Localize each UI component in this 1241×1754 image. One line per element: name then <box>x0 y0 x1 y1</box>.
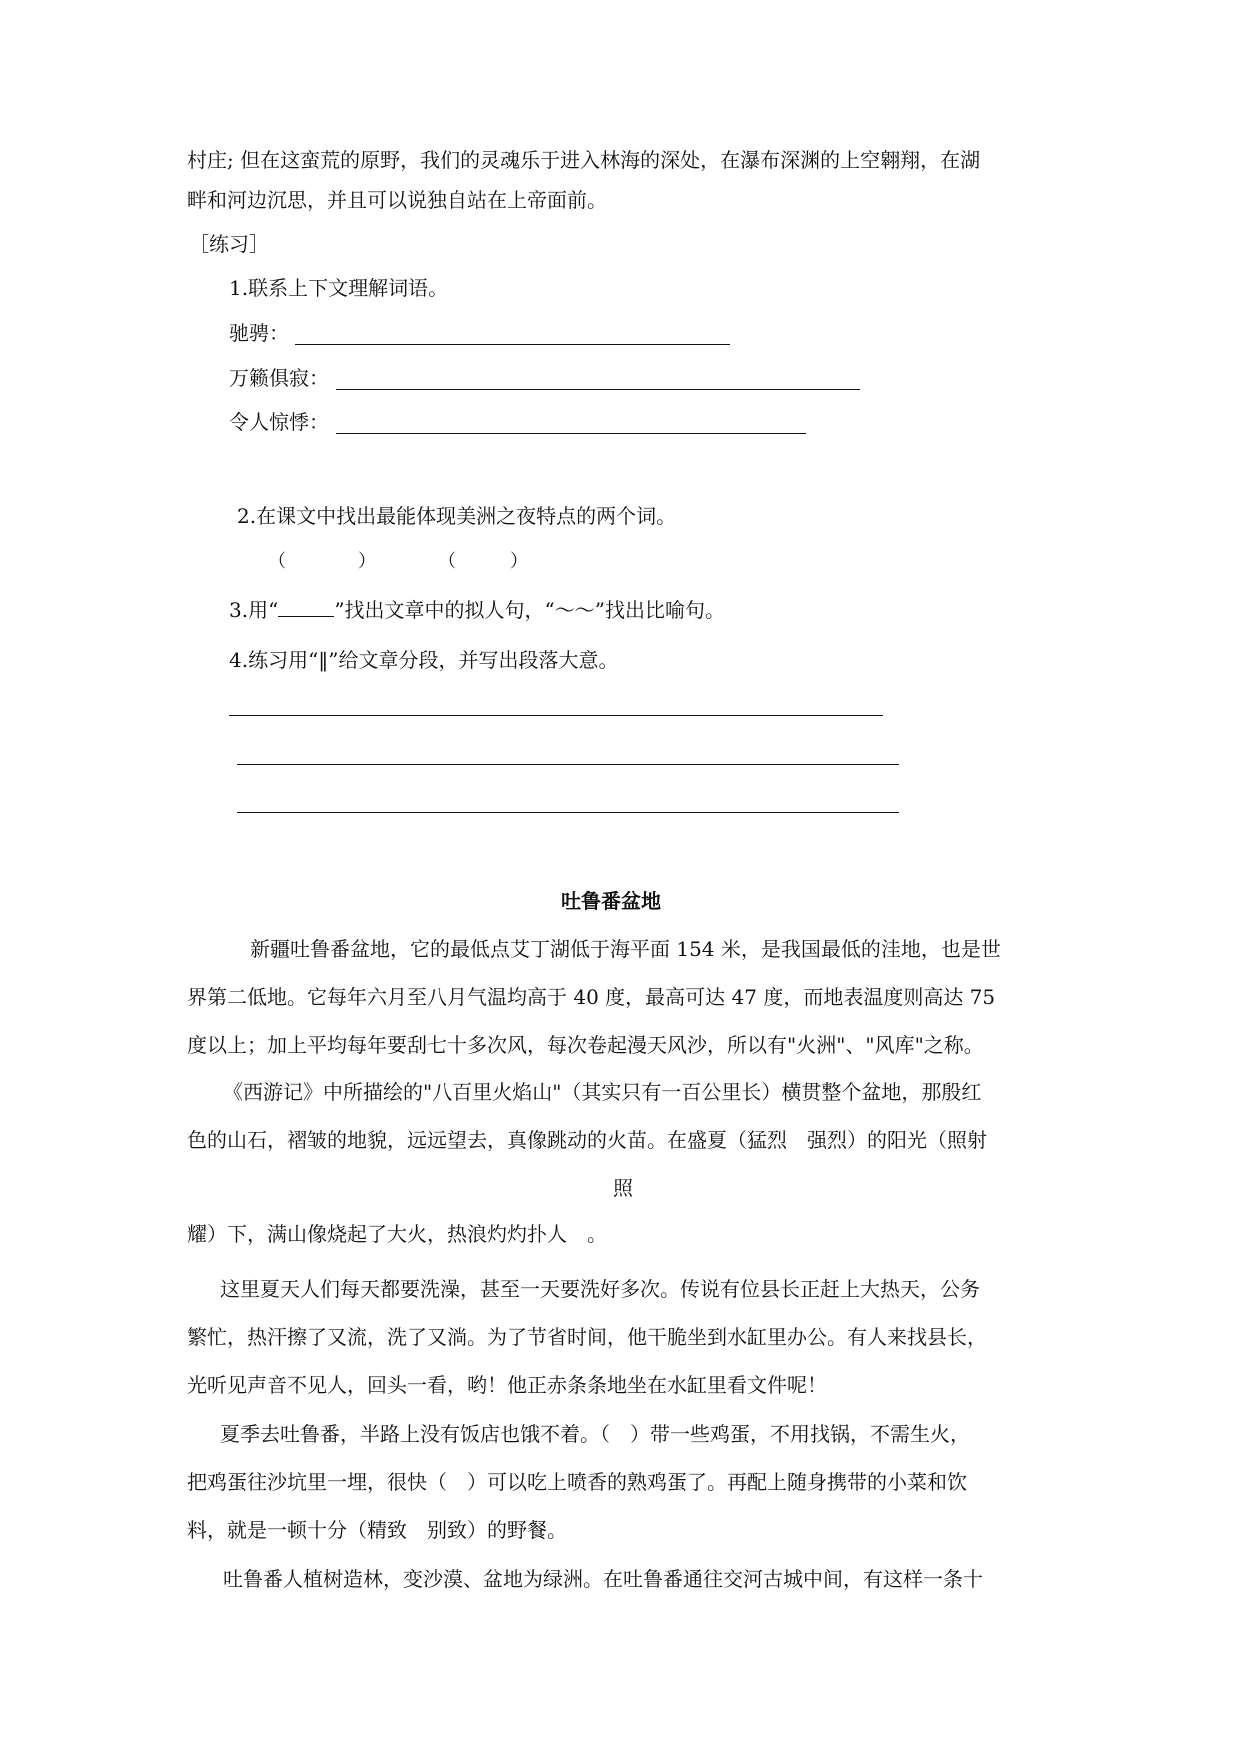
word-wanlaijuji-label: 万籁俱寂： <box>229 366 329 390</box>
paragraph-line: 村庄; 但在这蛮荒的原野，我们的灵魂乐于进入林海的深处，在瀑布深渊的上空翱翔，在湖 <box>187 148 981 172</box>
paragraph-line: 界第二低地。它每年六月至八月气温均高于 40 度，最高可达 47 度，而地表温度则高达 75 <box>187 985 996 1009</box>
question-4: 4.练习用“‖”给文章分段，并写出段落大意。 <box>229 648 619 672</box>
word-lingrenjingji-label: 令人惊悸： <box>229 410 329 434</box>
answer-line[interactable] <box>229 715 883 716</box>
paragraph-line: 繁忙，热汗擦了又流，洗了又淌。为了节省时间，他干脆坐到水缸里办公。有人来找县长， <box>187 1325 987 1349</box>
answer-bracket[interactable]: （ ） <box>438 551 528 572</box>
question-3-suffix: ”找出文章中的拟人句，“～～”找出比喻句。 <box>334 598 725 622</box>
paragraph-line: 吐鲁番人植树造林，变沙漠、盆地为绿洲。在吐鲁番通往交河古城中间，有这样一条十 <box>223 1567 983 1591</box>
answer-line[interactable] <box>336 389 860 390</box>
paragraph-line: 耀）下，满山像烧起了大火，热浪灼灼扑人 。 <box>187 1222 607 1246</box>
paragraph-line: 度以上；加上平均每年要刮七十多次风，每次卷起漫天风沙，所以有"火洲"、"风库"之称。 <box>187 1033 984 1057</box>
paragraph-line: 《西游记》中所描绘的"八百里火焰山"（其实只有一百公里长）横贯整个盆地，那殷红 <box>223 1080 982 1104</box>
answer-bracket[interactable]: （ ） <box>268 551 376 572</box>
question-1: 1.联系上下文理解词语。 <box>229 276 449 300</box>
question-2: 2.在课文中找出最能体现美洲之夜特点的两个词。 <box>237 504 677 528</box>
answer-line[interactable] <box>237 764 899 765</box>
paragraph-line: 照 <box>613 1176 633 1200</box>
underline-sample <box>278 596 334 617</box>
paragraph-line: 畔和河边沉思，并且可以说独自站在上帝面前。 <box>187 188 607 212</box>
paragraph-line: 把鸡蛋往沙坑里一埋，很快（ ）可以吃上喷香的熟鸡蛋了。再配上随身携带的小菜和饮 <box>187 1470 967 1494</box>
answer-line[interactable] <box>237 812 899 813</box>
word-chicheng-label: 驰骋： <box>229 321 289 345</box>
answer-line[interactable] <box>336 433 806 434</box>
question-3 <box>229 596 725 624</box>
paragraph-line: 料，就是一顿十分（精致 别致）的野餐。 <box>187 1518 567 1542</box>
paragraph-line: 色的山石，褶皱的地貌，远远望去，真像跳动的火苗。在盛夏（猛烈 强烈）的阳光（照射 <box>187 1128 987 1152</box>
question-3-prefix: 3.用“ <box>229 598 279 622</box>
answer-line[interactable] <box>295 344 730 345</box>
exercise-heading: ［练习］ <box>189 232 269 256</box>
paragraph-line: 这里夏天人们每天都要洗澡，甚至一天要洗好多次。传说有位县长正赶上大热天，公务 <box>220 1277 980 1301</box>
article-title: 吐鲁番盆地 <box>561 889 661 913</box>
paragraph-line: 新疆吐鲁番盆地，它的最低点艾丁湖低于海平面 154 米，是我国最低的洼地，也是世 <box>250 937 1001 961</box>
paragraph-line: 光听见声音不见人，回头一看，哟！他正赤条条地坐在水缸里看文件呢！ <box>187 1373 827 1397</box>
paragraph-line: 夏季去吐鲁番，半路上没有饭店也饿不着。（ ）带一些鸡蛋，不用找锅，不需生火， <box>220 1422 970 1446</box>
